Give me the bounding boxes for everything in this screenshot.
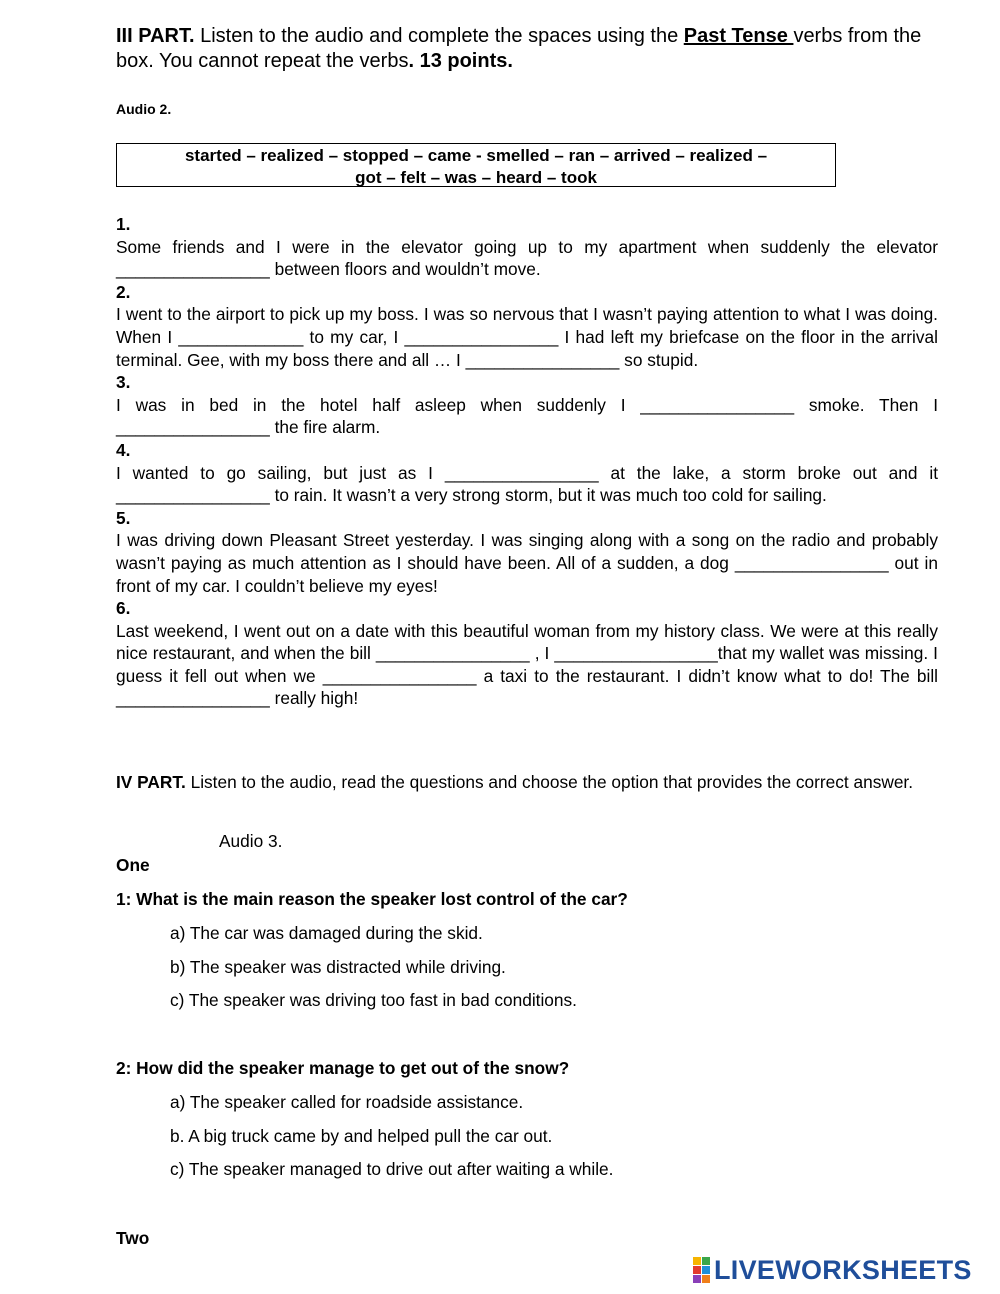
item-text[interactable]: I was in bed in the hotel half asleep when suddenly I ________________ smoke. Then I ________________ the fire alarm. [116, 394, 938, 438]
question-1-option-c[interactable]: c) The speaker was driving too fast in bad conditions. [170, 990, 577, 1010]
logo-square [693, 1275, 701, 1283]
part3-label: III PART. [116, 25, 195, 47]
item-number: 2. [116, 281, 131, 302]
part3-text1: Listen to the audio and complete the spaces using the [194, 25, 684, 47]
item-3 [116, 371, 938, 439]
logo-square [702, 1275, 710, 1283]
item-4 [116, 439, 938, 507]
item-5 [116, 507, 938, 597]
item-6 [116, 597, 938, 710]
logo-square [702, 1266, 710, 1274]
section-one-title: One [116, 855, 150, 875]
audio-2-label: Audio 2. [116, 101, 172, 117]
verb-box [116, 143, 836, 187]
part3-text2: verbs from the box. You cannot repeat the verbs [116, 25, 922, 72]
verb-box-line-2: got – felt – was – heard – took [355, 168, 597, 187]
item-number: 1. [116, 214, 131, 234]
item-number: 3. [116, 372, 131, 393]
verb-box-line-1: started – realized – stopped – came - smelled – ran – arrived – realized – [184, 146, 768, 165]
fill-in-items [116, 213, 938, 710]
item-number: 4. [116, 439, 131, 460]
item-number: 6. [116, 598, 131, 619]
part4-text: Listen to the audio, read the questions and choose the option that provides the correct answer. [185, 772, 914, 792]
item-text[interactable]: Last weekend, I went out on a date with this beautiful woman from my history class. We were at this really nice restaurant, and when the bill ________________ , I _________________that my wallet was missing. I guess it fell out when we ________________ a taxi to the restaurant. I didn’t know what to do! The bill ________________ really high! [116, 620, 938, 709]
item-text[interactable]: Some friends and I were in the elevator going up to my apartment when suddenly the elevator ________________ between floors and wouldn’t move. [116, 236, 938, 280]
item-1 [116, 213, 938, 281]
liveworksheets-logo [693, 1256, 972, 1284]
liveworksheets-logo-icon [693, 1257, 710, 1283]
item-number: 5. [116, 507, 131, 528]
logo-square [702, 1257, 710, 1265]
item-text[interactable]: I wanted to go sailing, but just as I ________________ at the lake, a storm broke out and it ________________ to rain. It wasn’t a very strong storm, but it was much too cold for sailing. [116, 462, 938, 506]
part4-label: IV PART. [116, 772, 186, 792]
item-text[interactable]: I went to the airport to pick up my boss. I was so nervous that I wasn’t paying attention to what I was doing. When I _____________ to my car, I ________________ I had left my briefcase on the floor in the arrival terminal. Gee, with my boss there and all … I ________________ so stupid. [116, 304, 938, 370]
question-2: 2: How did the speaker manage to get out of the snow? [116, 1058, 570, 1078]
logo-text: LIVEWORKSHEETS [714, 1254, 972, 1285]
question-1-option-a[interactable]: a) The car was damaged during the skid. [170, 923, 483, 943]
part3-heading [116, 24, 938, 74]
part4-heading [116, 770, 938, 794]
item-2 [116, 281, 938, 371]
question-2-option-a[interactable]: a) The speaker called for roadside assistance. [170, 1092, 524, 1112]
question-1-option-b[interactable]: b) The speaker was distracted while driving. [170, 957, 506, 977]
question-2-option-c[interactable]: c) The speaker managed to drive out after waiting a while. [170, 1159, 614, 1179]
section-two-title: Two [116, 1228, 150, 1248]
question-2-option-b[interactable]: b. A big truck came by and helped pull the car out. [170, 1126, 553, 1146]
audio-3-label: Audio 3. [219, 831, 283, 851]
item-text[interactable]: I was driving down Pleasant Street yesterday. I was singing along with a song on the radio and probably wasn’t paying as much attention as I should have been. All of a sudden, a dog ________________ out in front of my car. I couldn’t believe my eyes! [116, 530, 938, 596]
part3-points: . 13 points. [408, 50, 513, 72]
logo-square [693, 1257, 701, 1265]
past-tense-emphasis: Past Tense [683, 25, 794, 47]
question-1: 1: What is the main reason the speaker lost control of the car? [116, 889, 628, 909]
logo-square [693, 1266, 701, 1274]
